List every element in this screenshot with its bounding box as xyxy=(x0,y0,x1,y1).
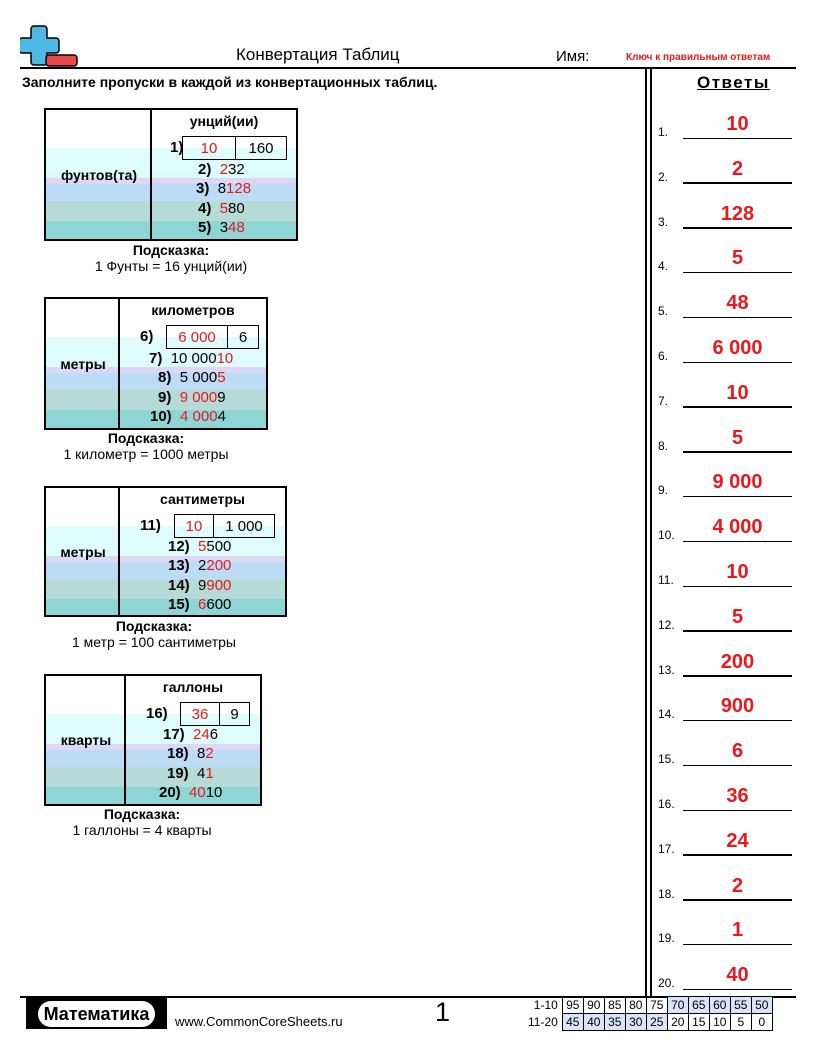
answer-number: 1. xyxy=(658,125,669,139)
answer-row xyxy=(658,950,798,990)
answer-line xyxy=(683,899,792,901)
answer-row xyxy=(658,905,798,945)
answer-number: 4. xyxy=(658,259,669,274)
conversion-table xyxy=(44,674,262,806)
example-right-value: 160 xyxy=(248,139,274,157)
left-unit-label: метры xyxy=(60,355,106,372)
answer-value: 2 xyxy=(731,874,744,897)
example-left-value: 36 xyxy=(181,703,220,725)
answer-line xyxy=(683,138,792,140)
answer-line xyxy=(683,765,792,767)
conversion-row: 6) xyxy=(140,328,154,345)
answer-value: 2 xyxy=(731,157,744,180)
answer-line xyxy=(683,586,792,588)
score-cell: 35 xyxy=(604,1014,625,1031)
hint: Подсказка: 1 метр = 100 сантиметры xyxy=(72,618,236,650)
worksheet-title: Конвертация Таблиц xyxy=(236,45,400,64)
example-left-value: 10 xyxy=(175,515,214,537)
answer-row xyxy=(658,189,798,229)
answer-value: 128 xyxy=(720,202,755,225)
answer-number: 16. xyxy=(658,797,675,811)
answer-number: 14. xyxy=(658,707,675,722)
score-range-label: 11-20 xyxy=(528,1015,558,1029)
brand-badge: Математика xyxy=(26,998,167,1029)
conversion-row: 5) 348 xyxy=(198,219,245,236)
answer-row xyxy=(658,457,798,497)
answer-value: 200 xyxy=(720,650,755,673)
conversion-row: 4) 580 xyxy=(198,200,245,217)
answer-line xyxy=(683,675,792,677)
answer-key-label: Ключ к правильным ответам xyxy=(626,52,771,63)
answer-number: 8. xyxy=(658,438,669,453)
right-column xyxy=(120,488,285,615)
answer-line xyxy=(683,451,792,453)
right-unit-label: унций(ии) xyxy=(189,113,259,129)
answer-value: 4 000 xyxy=(712,516,763,539)
conversion-row: 7) 10 00010 xyxy=(149,350,234,367)
answer-number: 17. xyxy=(658,841,675,856)
answer-row xyxy=(658,233,798,273)
example-box xyxy=(180,702,250,726)
example-left-value: 10 xyxy=(183,137,236,159)
answer-row xyxy=(658,547,798,587)
conversion-table xyxy=(44,486,287,617)
example-box xyxy=(174,514,275,538)
conversion-table xyxy=(44,108,298,241)
example-right-value: 9 xyxy=(230,705,239,723)
answer-value: 40 xyxy=(726,964,749,987)
score-cell: 55 xyxy=(730,997,751,1014)
conversion-row: 13) 2200 xyxy=(168,557,232,574)
conversion-row: 17) 246 xyxy=(163,726,219,743)
answer-line xyxy=(683,406,792,408)
conversion-row: 12) 5500 xyxy=(168,538,232,555)
conversion-row: 2) 232 xyxy=(198,161,245,178)
hint: Подсказка: 1 галлоны = 4 кварты xyxy=(72,806,212,838)
plus-minus-logo-icon xyxy=(20,24,80,68)
answer-row xyxy=(658,816,798,856)
score-cell: 60 xyxy=(709,997,730,1014)
answer-row xyxy=(658,861,798,901)
score-range-label: 1-10 xyxy=(533,998,558,1012)
answer-row xyxy=(658,592,798,632)
conversion-row: 9) 9 0009 xyxy=(158,389,226,406)
conversion-row: 20) 4010 xyxy=(159,784,223,801)
right-column xyxy=(126,676,260,804)
example-box xyxy=(166,325,259,349)
conversion-row: 1) xyxy=(170,139,184,156)
conversion-row: 10) 4 0004 xyxy=(150,408,226,425)
answer-number: 7. xyxy=(658,393,669,408)
answer-row xyxy=(658,278,798,318)
example-left-value: 6 000 xyxy=(167,326,228,348)
answer-value: 10 xyxy=(726,381,749,404)
name-label: Имя: xyxy=(556,48,590,65)
right-column xyxy=(120,299,266,428)
answer-line xyxy=(683,944,792,946)
left-unit-label: метры xyxy=(60,543,106,560)
answer-line xyxy=(683,362,792,364)
instructions: Заполните пропуски в каждой из конвертационных таблиц. xyxy=(22,74,438,90)
answer-line xyxy=(683,630,792,632)
score-cell: 45 xyxy=(562,1014,583,1031)
answer-value: 1 xyxy=(731,919,744,942)
answer-row xyxy=(658,323,798,363)
left-unit-label: кварты xyxy=(60,732,112,748)
answer-value: 36 xyxy=(726,785,749,807)
conversion-table xyxy=(44,297,268,430)
answer-number: 13. xyxy=(658,662,675,677)
answer-value: 6 xyxy=(731,740,744,763)
answer-value: 6 000 xyxy=(712,337,763,359)
answer-line xyxy=(683,272,792,274)
answers-divider-line xyxy=(650,68,652,996)
answer-value: 5 xyxy=(731,247,744,270)
answer-value: 10 xyxy=(726,113,749,135)
score-row xyxy=(526,1014,772,1031)
example-right-value: 6 xyxy=(238,328,248,346)
answer-value: 5 xyxy=(731,605,744,628)
answer-line xyxy=(683,317,792,319)
answer-value: 900 xyxy=(720,695,755,718)
answer-number: 9. xyxy=(658,483,669,498)
answer-line xyxy=(683,720,792,722)
answer-number: 2. xyxy=(658,169,669,184)
score-cell: 80 xyxy=(625,997,646,1014)
answer-value: 24 xyxy=(726,829,749,852)
right-unit-label: километров xyxy=(151,302,235,318)
answer-line xyxy=(683,541,792,543)
score-cell: 85 xyxy=(604,997,625,1014)
example-right-value: 1 000 xyxy=(225,517,263,535)
conversion-row: 18) 82 xyxy=(167,745,214,762)
score-cell: 40 xyxy=(583,1014,604,1031)
conversion-row: 14) 9900 xyxy=(168,577,232,594)
score-cell: 10 xyxy=(709,1014,730,1031)
score-table xyxy=(526,996,773,1031)
conversion-row: 8) 5 0005 xyxy=(158,369,226,386)
answer-number: 10. xyxy=(658,528,675,543)
answer-number: 3. xyxy=(658,214,669,229)
answer-number: 6. xyxy=(658,349,669,363)
score-cell: 25 xyxy=(646,1014,667,1031)
score-cell: 50 xyxy=(751,997,772,1014)
answer-line xyxy=(683,810,792,812)
right-column xyxy=(152,110,296,239)
site-url: www.CommonCoreSheets.ru xyxy=(175,1014,343,1029)
hint: Подсказка: 1 километр = 1000 метры xyxy=(63,430,229,462)
answer-line xyxy=(683,182,792,184)
answer-line xyxy=(683,496,792,498)
score-cell: 5 xyxy=(730,1014,751,1031)
score-cell: 70 xyxy=(667,997,688,1014)
answer-row xyxy=(658,99,798,139)
conversion-row: 15) 6600 xyxy=(168,596,232,613)
score-cell: 20 xyxy=(667,1014,688,1031)
conversion-row: 19) 41 xyxy=(167,765,214,782)
conversion-row: 11) xyxy=(140,517,161,534)
answer-number: 11. xyxy=(658,573,674,587)
score-cell: 65 xyxy=(688,997,709,1014)
answer-line xyxy=(683,227,792,229)
answer-number: 5. xyxy=(658,304,669,319)
answer-value: 5 xyxy=(731,426,744,449)
answer-row xyxy=(658,726,798,766)
answers-divider-line xyxy=(645,68,647,996)
answer-value: 48 xyxy=(726,292,749,315)
conversion-row: 3) 8128 xyxy=(196,180,252,197)
answer-row xyxy=(658,637,798,677)
answer-line xyxy=(683,989,792,991)
score-cell: 75 xyxy=(646,997,667,1014)
answer-number: 12. xyxy=(658,617,675,632)
right-unit-label: галлоны xyxy=(162,679,224,695)
score-cell: 95 xyxy=(562,997,583,1014)
answer-row xyxy=(658,144,798,184)
answer-value: 9 000 xyxy=(712,471,763,494)
answer-row xyxy=(658,502,798,542)
answer-value: 10 xyxy=(726,561,749,583)
score-cell: 90 xyxy=(583,997,604,1014)
left-unit-label: фунтов(та) xyxy=(60,166,138,183)
page-number: 1 xyxy=(435,997,451,1027)
answer-row xyxy=(658,771,798,811)
answer-number: 20. xyxy=(658,976,675,991)
header-divider xyxy=(20,67,796,69)
answers-title: Ответы xyxy=(697,73,770,92)
answer-number: 15. xyxy=(658,752,675,767)
answer-row xyxy=(658,368,798,408)
answer-line xyxy=(683,854,792,856)
score-cell: 30 xyxy=(625,1014,646,1031)
score-row xyxy=(526,997,772,1014)
right-unit-label: сантиметры xyxy=(160,491,245,507)
score-cell: 15 xyxy=(688,1014,709,1031)
score-cell: 0 xyxy=(751,1014,772,1031)
conversion-row: 16) xyxy=(146,705,168,722)
answer-number: 19. xyxy=(658,931,675,946)
answer-number: 18. xyxy=(658,886,675,901)
answer-row xyxy=(658,413,798,453)
example-box xyxy=(182,136,287,160)
answer-row xyxy=(658,681,798,721)
hint: Подсказка: 1 Фунты = 16 унций(ии) xyxy=(94,242,248,274)
